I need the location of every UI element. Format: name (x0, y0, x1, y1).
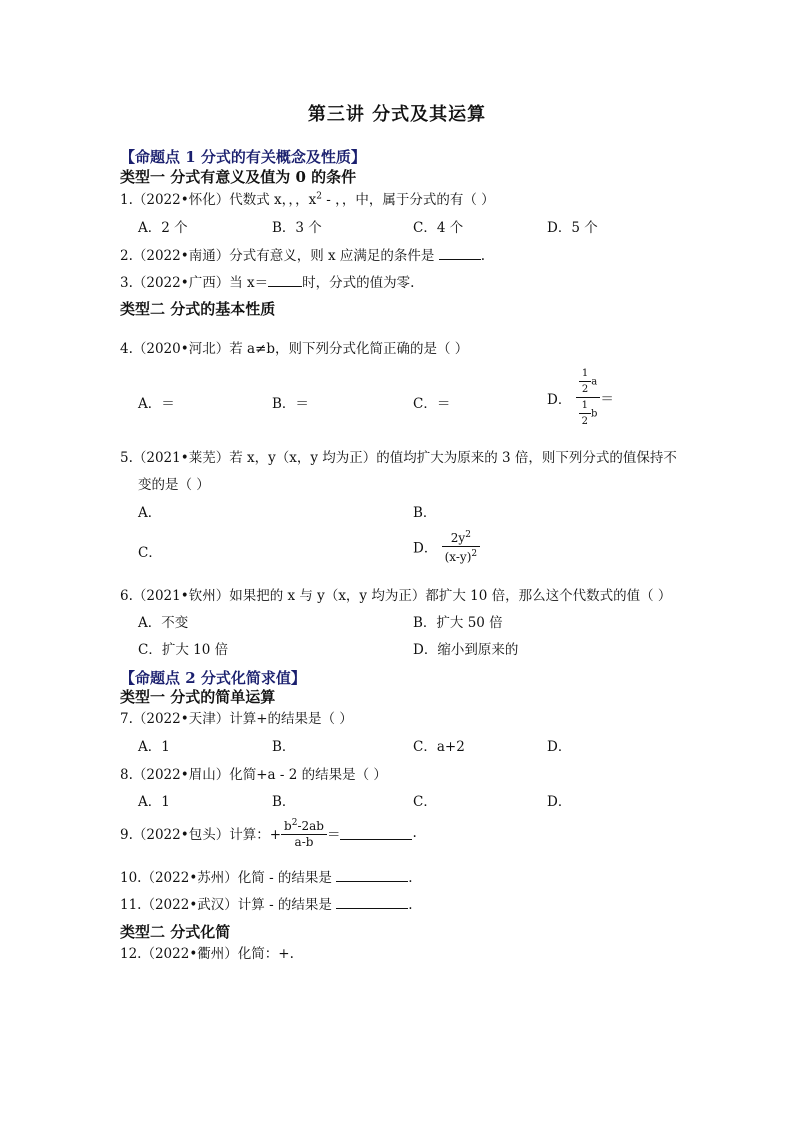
subsection-type-2: 类型二 分式的基本性质 (120, 300, 276, 318)
fraction: $\frac{b^2-2ab}{a-b}$ (281, 816, 327, 850)
answer-blank (336, 869, 408, 882)
subsection-type-1-b: 类型一 分式的简单运算 (120, 688, 276, 706)
q1-option-c: C．4 个 (413, 220, 464, 236)
q8-option-a: A．1 (138, 794, 170, 810)
question-11: 11.（2022•武汉）计算 - 的结果是 . (120, 897, 413, 913)
question-12: 12.（2022•衢州）化简：+. (120, 946, 294, 962)
compound-fraction: $\frac{1}{2}$ a $\frac{1}{2}$ b (576, 366, 601, 429)
question-9: 9.（2022•包头）计算：+ $\frac{b^2-2ab}{a-b}$ ＝ . (120, 818, 417, 849)
question-8: 8.（2022•眉山）化简+a - 2 的结果是（ ） (120, 767, 387, 783)
subsection-type-1: 类型一 分式有意义及值为 0 的条件 (120, 168, 357, 186)
question-7: 7.（2022•天津）计算+的结果是（ ） (120, 711, 353, 727)
q7-option-a: A．1 (138, 739, 170, 755)
q5-option-a: A． (138, 505, 162, 521)
q6-option-d: D．缩小到原来的 (413, 642, 519, 658)
question-5-line-2: 变的是（ ） (138, 477, 210, 493)
q6-option-b: B．扩大 50 倍 (413, 615, 503, 631)
question-4: 4.（2020•河北）若 a≠b，则下列分式化简正确的是（ ） (120, 341, 469, 357)
q5-option-c: C． (138, 545, 162, 561)
answer-blank (439, 247, 481, 260)
q5-option-b: B． (413, 505, 437, 521)
fraction: $\frac{2y^2}{(x-y)^2}$ (442, 528, 481, 565)
question-5-line-1: 5.（2021•莱芜）若 x，y（x，y 均为正）的值均扩大为原来的 3 倍，则下列分式的值保持不 (120, 450, 677, 466)
question-6: 6.（2021•钦州）如果把的 x 与 y（x，y 均为正）都扩大 10 倍，那么这个代数式的值（ ） (120, 588, 672, 604)
answer-blank (268, 274, 302, 287)
q6-option-c: C．扩大 10 倍 (138, 642, 229, 658)
q6-option-a: A．不变 (138, 615, 189, 631)
q4-option-d: D． $\frac{1}{2}$ a $\frac{1}{2}$ b ＝ (547, 368, 614, 427)
q7-option-d: D． (547, 739, 572, 755)
q5-option-d: D． $\frac{2y^2}{(x-y)^2}$ (413, 528, 480, 565)
q8-option-b: B． (272, 794, 296, 810)
q8-option-d: D． (547, 794, 572, 810)
section-header-2: 【命题点 2 分式化简求值】 (120, 669, 306, 687)
question-1: 1.（2022•怀化）代数式 x，，，$x^2$ - ，，中，属于分式的有（ ） (120, 191, 495, 208)
q4-option-a: A．＝ (138, 396, 175, 412)
subsection-type-2-b: 类型二 分式化简 (120, 923, 231, 941)
q8-option-c: C． (413, 794, 437, 810)
q1-option-b: B．3 个 (272, 220, 322, 236)
q4-option-b: B．＝ (272, 396, 309, 412)
q7-option-c: C．a+2 (413, 739, 465, 755)
page-title: 第三讲 分式及其运算 (307, 104, 487, 125)
answer-blank (336, 896, 408, 909)
question-2: 2.（2022•南通）分式有意义，则 x 应满足的条件是 . (120, 248, 485, 264)
q7-option-b: B． (272, 739, 296, 755)
question-10: 10.（2022•苏州）化简 - 的结果是 . (120, 870, 413, 886)
q1-option-a: A．2 个 (138, 220, 188, 236)
q4-option-c: C．＝ (413, 396, 451, 412)
answer-blank (340, 827, 412, 840)
section-header-1: 【命题点 1 分式的有关概念及性质】 (120, 148, 366, 166)
q1-option-d: D．5 个 (547, 220, 598, 236)
question-3: 3.（2022•广西）当 x＝ 时，分式的值为零. (120, 275, 415, 291)
